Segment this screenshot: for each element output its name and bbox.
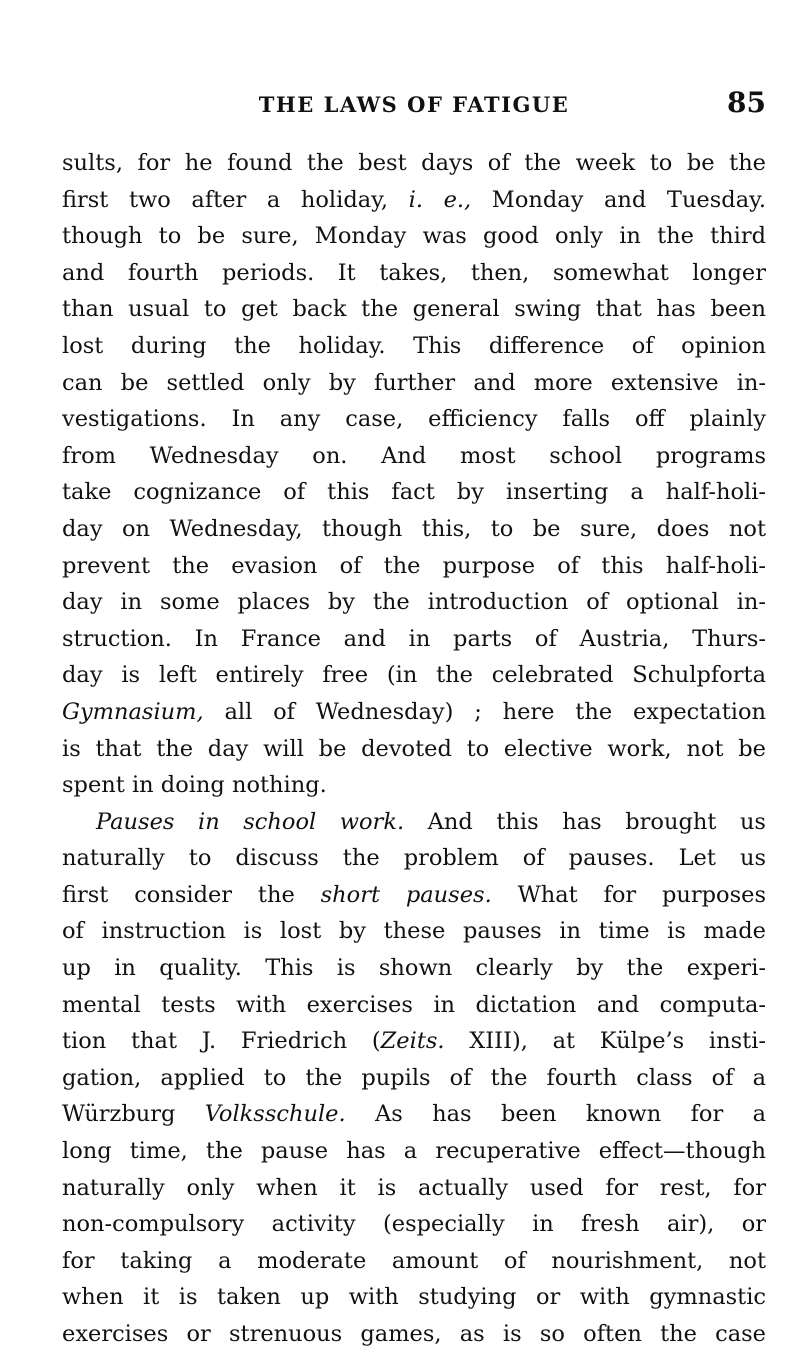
text-line: lost during the holiday. This difference of opinion [62,332,766,359]
text-span: As has been known for a [345,1101,766,1128]
italic-text: Gymnasium, [62,698,204,725]
text-span: first consider the [62,881,321,908]
text-line: than usual to get back the general swing that has been [62,296,766,323]
page-number: 85 [727,86,766,119]
text-line: non-compulsory activity (especially in fresh air), or [62,1211,766,1238]
text-line: from Wednesday on. And most school programs [62,442,766,469]
italic-text: short pauses. [320,881,492,908]
text-line [62,182,766,219]
text-span: tion that J. Friedrich ( [62,1028,381,1055]
text-line: sults, for he found the best days of the week to be the [62,150,766,176]
text-line [62,1096,766,1133]
text-line: take cognizance of this fact by inserting a half-holi- [62,479,766,506]
text-line: though to be sure, Monday was good only in the third [62,223,766,250]
body-text [62,145,766,1353]
text-line: for taking a moderate amount of nourishment, not [62,1247,766,1274]
text-line [62,804,766,841]
text-line: can be settled only by further and more extensive in- [62,369,766,396]
text-line: vestigations. In any case, efficiency falls off plainly [62,406,766,433]
text-span: all of Wednesday) ; here the expectation [203,698,766,725]
text-line: and fourth periods. It takes, then, somewhat longer [62,259,766,286]
text-line [62,1023,766,1060]
text-span: XIII), at Külpe’s insti- [444,1028,766,1055]
text-line: naturally to discuss the problem of pauses. Let us [62,845,766,872]
text-line: gation, applied to the pupils of the fourth class of a [62,1064,766,1091]
running-title: THE LAWS OF FATIGUE [258,92,570,117]
text-line: day on Wednesday, though this, to be sure, does not [62,515,766,542]
text-line [62,694,766,731]
italic-text: Volksschule. [204,1101,346,1128]
text-line: struction. In France and in parts of Austria, Thurs- [62,625,766,652]
italic-text: Pauses in school work. [96,808,405,835]
text-line: when it is taken up with studying or with gymnastic [62,1284,766,1311]
text-line: exercises or strenuous games, as is so often the case [62,1321,766,1347]
text-span: And this has brought us [404,808,766,835]
text-line: mental tests with exercises in dictation and computa- [62,991,766,1018]
text-line: naturally only when it is actually used for rest, for [62,1174,766,1201]
text-line: prevent the evasion of the purpose of this half-holi- [62,552,766,579]
text-line: up in quality. This is shown clearly by the experi- [62,955,766,982]
running-head [62,86,766,126]
text-line: spent in doing nothing. [62,772,327,799]
text-line: long time, the pause has a recuperative effect—though [62,1138,766,1165]
text-line: day is left entirely free (in the celebrated Schulpforta [62,662,766,689]
italic-text: Zeits. [380,1028,445,1055]
text-span: What for purposes [491,881,766,908]
italic-text: i. e., [408,186,472,213]
text-span: Würzburg [62,1101,205,1128]
text-line: is that the day will be devoted to elective work, not be [62,735,766,762]
text-line [62,877,766,914]
text-span: Monday and Tuesday. [471,186,766,213]
text-line: of instruction is lost by these pauses in time is made [62,918,766,945]
text-span: first two after a holiday, [62,186,409,213]
text-line: day in some places by the introduction of optional in- [62,589,766,616]
